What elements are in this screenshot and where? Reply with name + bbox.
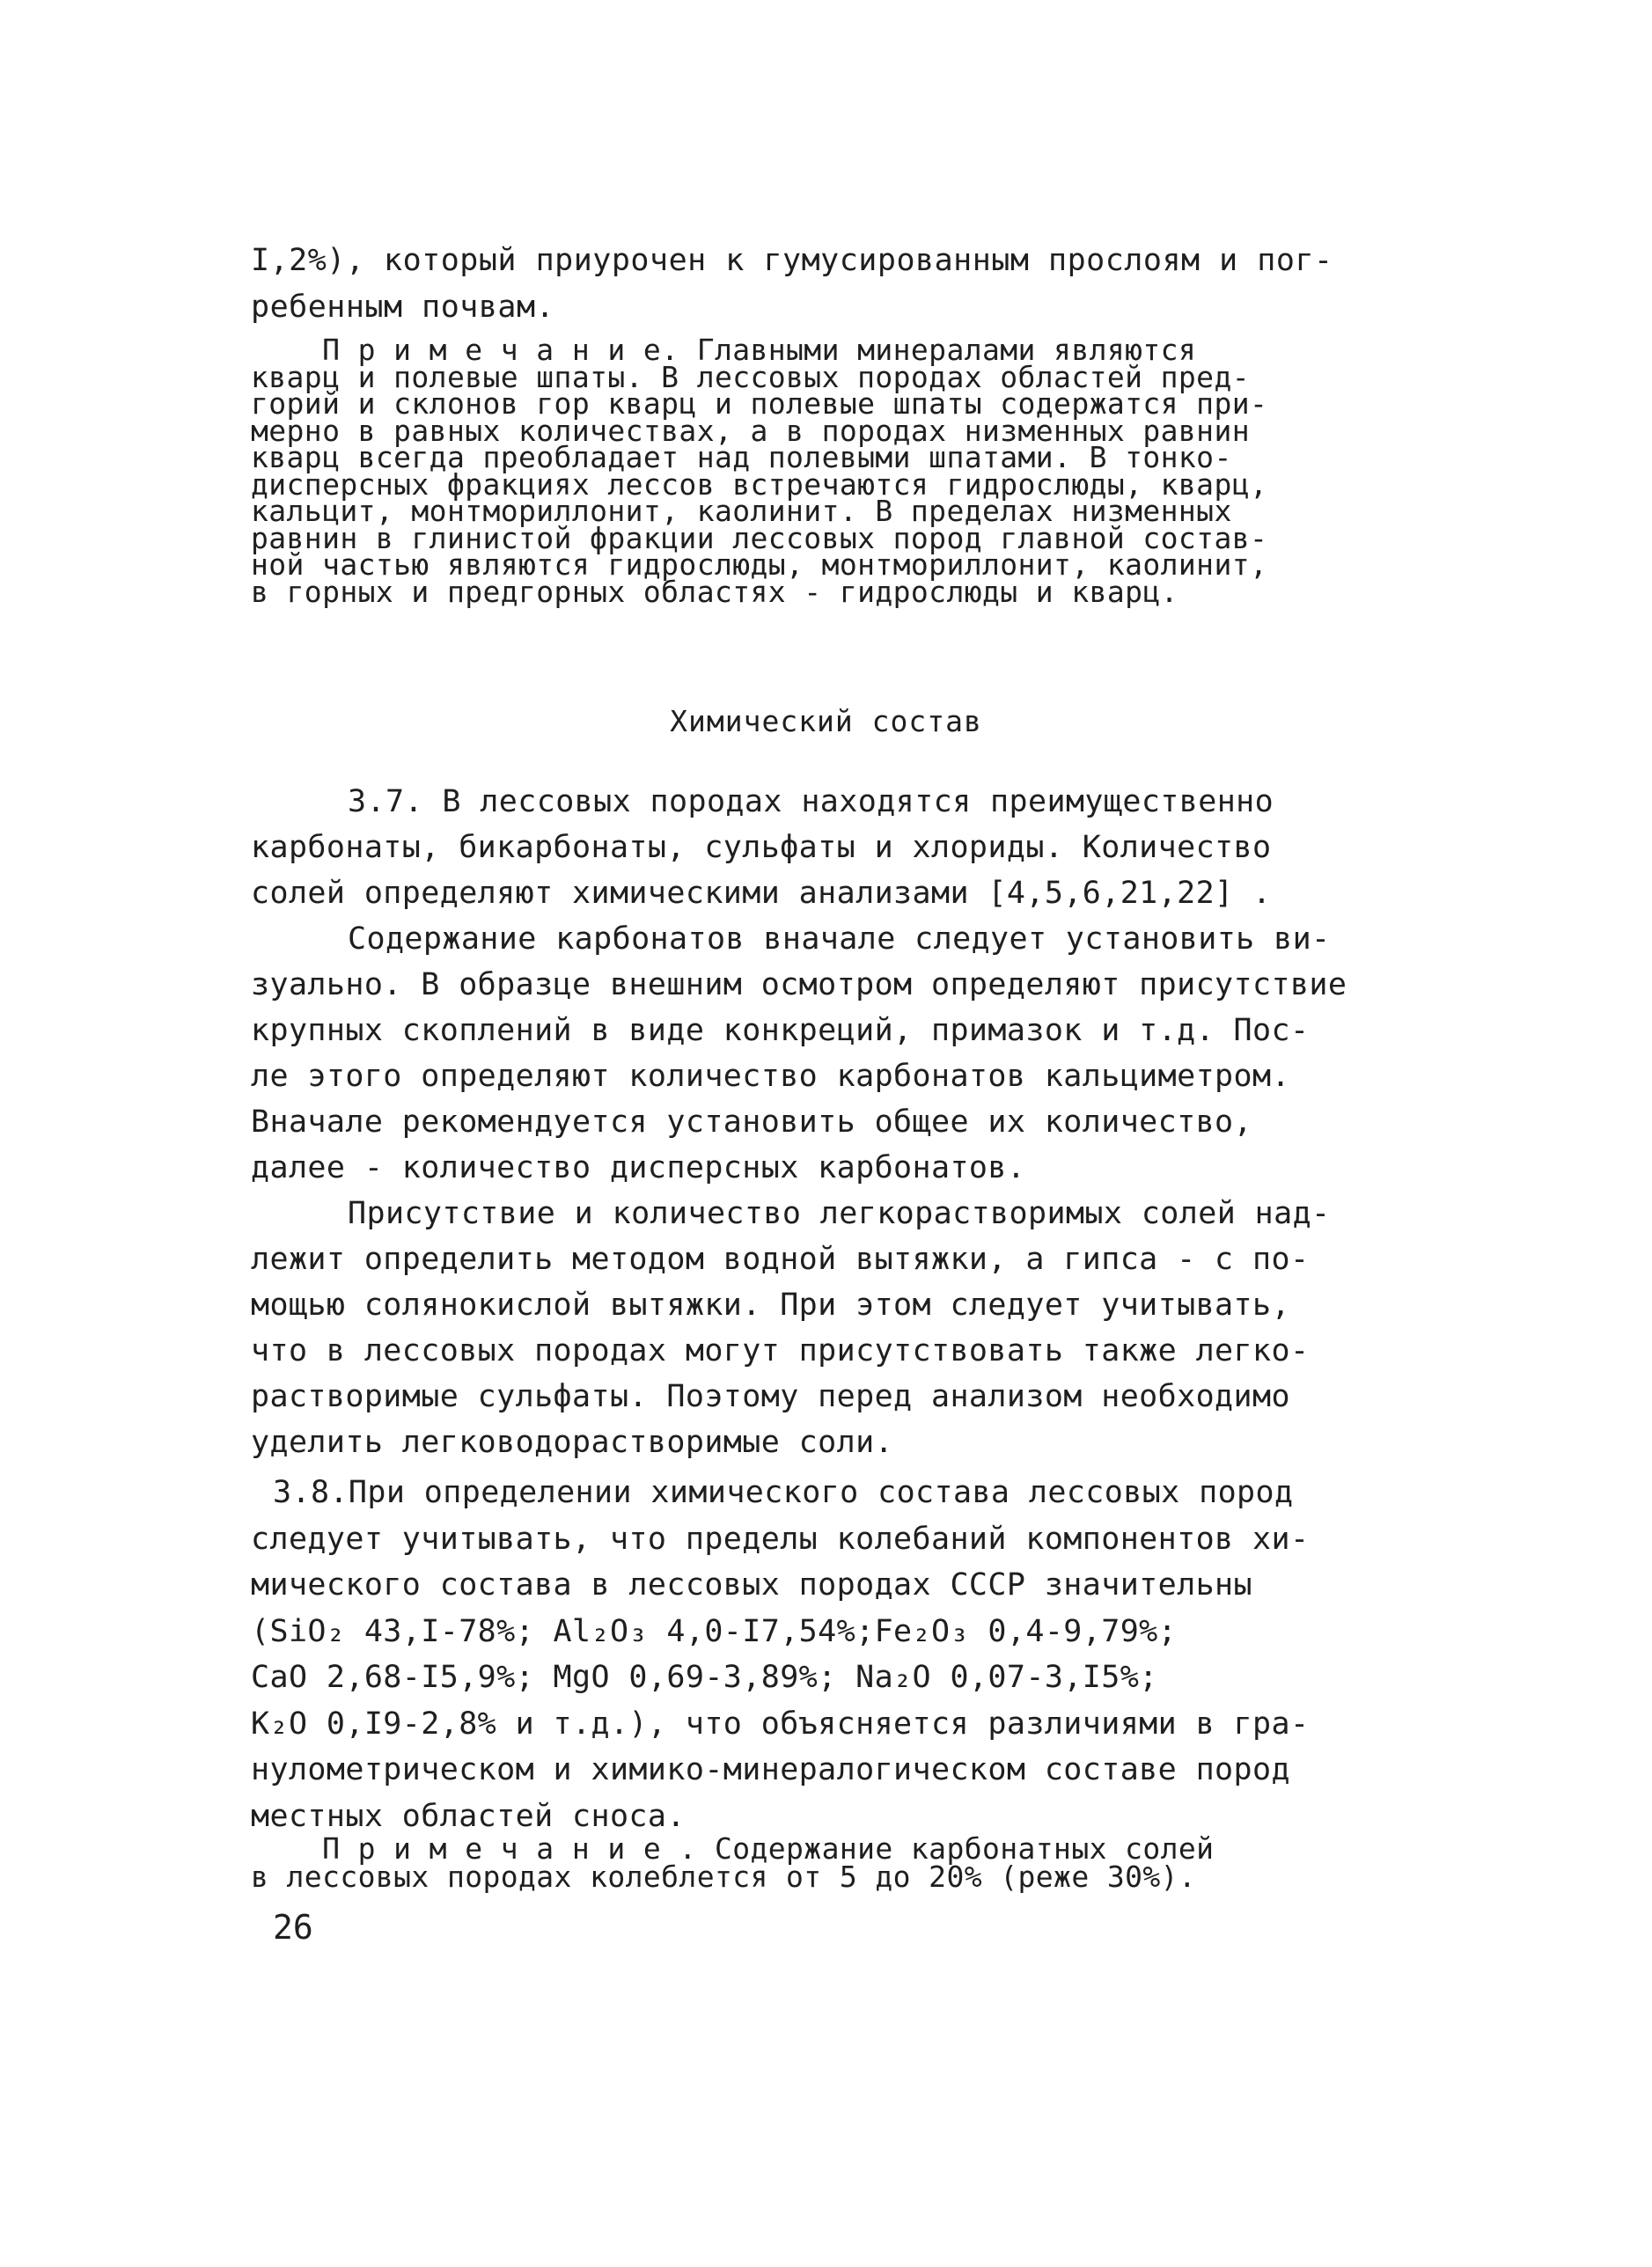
text-line: уделить легководорастворимые соли. [251, 1425, 894, 1460]
text-line: ле этого определяют количество карбонатов кальциметром. [251, 1059, 1290, 1094]
text-line: солей определяют химическими анализами [4,5,6,21,22] . [251, 876, 1272, 911]
text-line: П р и м е ч а н и е. Главными минералами являются [251, 333, 1197, 367]
text-line: в лессовых породах колеблется от 5 до 20% (реже 30%). [251, 1860, 1197, 1894]
text-line: CaO 2,68-I5,9%; MgO 0,69-3,89%; Na₂O 0,07-3,I5%; [251, 1660, 1158, 1695]
text-line: 3.7. В лессовых породах находятся преимущественно [348, 784, 1274, 819]
text-line: Присутствие и количество легкорастворимых солей над- [348, 1196, 1331, 1231]
main-section [251, 779, 1360, 1465]
continuation-paragraph [251, 238, 1360, 331]
text-line: карбонаты, бикарбонаты, сульфаты и хлориды. Количество [251, 830, 1272, 865]
text-line: крупных скоплений в виде конкреций, примазок и т.д. Пос- [251, 1013, 1310, 1048]
text-line: ребенным почвам. [251, 290, 555, 325]
text-line: местных областей сноса. [251, 1798, 686, 1834]
text-line: мического состава в лессовых породах СССР значительны [251, 1567, 1253, 1603]
text-line: ной частью являются гидрослюды, монтмориллонит, каолинит, [251, 547, 1268, 582]
text-line: кварц всегда преобладает над полевыми шпатами. В тонко- [251, 440, 1232, 474]
text-line: Содержание карбонатов вначале следует установить ви- [348, 921, 1331, 957]
text-line: K₂O 0,I9-2,8% и т.д.), что объясняется различиями в гра- [251, 1706, 1310, 1742]
text-line: равнин в глинистой фракции лессовых пород главной состав- [251, 520, 1268, 555]
text-line: Вначале рекомендуется установить общее их количество, [251, 1104, 1253, 1140]
text-line: нулометрическом и химико-минералогическом составе пород [251, 1752, 1290, 1787]
text-line: следует учитывать, что пределы колебаний компонентов хи- [251, 1521, 1310, 1557]
text-line: П р и м е ч а н и е . Содержание карбонатных солей [251, 1831, 1215, 1866]
text-line: что в лессовых породах могут присутствовать также легко- [251, 1333, 1310, 1368]
text-line: в горных и предгорных областях - гидрослюды и кварц. [251, 574, 1178, 609]
text-line: I,2%), который приурочен к гумусированным прослоям и пог- [251, 243, 1333, 278]
paragraph-3-8 [251, 1470, 1360, 1839]
text-line: лежит определить методом водной вытяжки, а гипса - с по- [251, 1242, 1310, 1277]
text-line: кварц и полевые шпаты. В лессовых породах областей пред- [251, 359, 1250, 394]
text-line: кальцит, монтмориллонит, каолинит. В пределах низменных [251, 494, 1232, 528]
text-line: 3.8.При определении химического состава лессовых пород [273, 1475, 1294, 1510]
text-line: далее - количество дисперсных карбонатов. [251, 1150, 1026, 1185]
text-line: мощью солянокислой вытяжки. При этом следует учитывать, [251, 1288, 1290, 1323]
text-line: зуально. В образце внешним осмотром определяют присутствие [251, 967, 1347, 1002]
text-line: растворимые сульфаты. Поэтому перед анализом необходимо [251, 1379, 1290, 1414]
paragraph-carbonates [251, 916, 1360, 1191]
note-carbonate-content [251, 1831, 1360, 1894]
paragraph-soluble-salts [251, 1191, 1360, 1465]
text-line: дисперсных фракциях лессов встречаются гидрослюды, кварц, [251, 466, 1268, 502]
text-line: (SiO₂ 43,I-78%; Al₂O₃ 4,0-I7,54%;Fe₂O₃ 0,4-9,79%; [251, 1613, 1178, 1649]
paragraph-3-7 [251, 779, 1360, 916]
note-minerals [251, 333, 1360, 609]
page-number: 26 [273, 1908, 313, 1947]
text-line: мерно в равных количествах, а в породах низменных равнин [251, 413, 1250, 448]
text-line: горий и склонов гор кварц и полевые шпаты содержатся при- [251, 386, 1268, 421]
section-heading: Химический состав [670, 704, 982, 738]
